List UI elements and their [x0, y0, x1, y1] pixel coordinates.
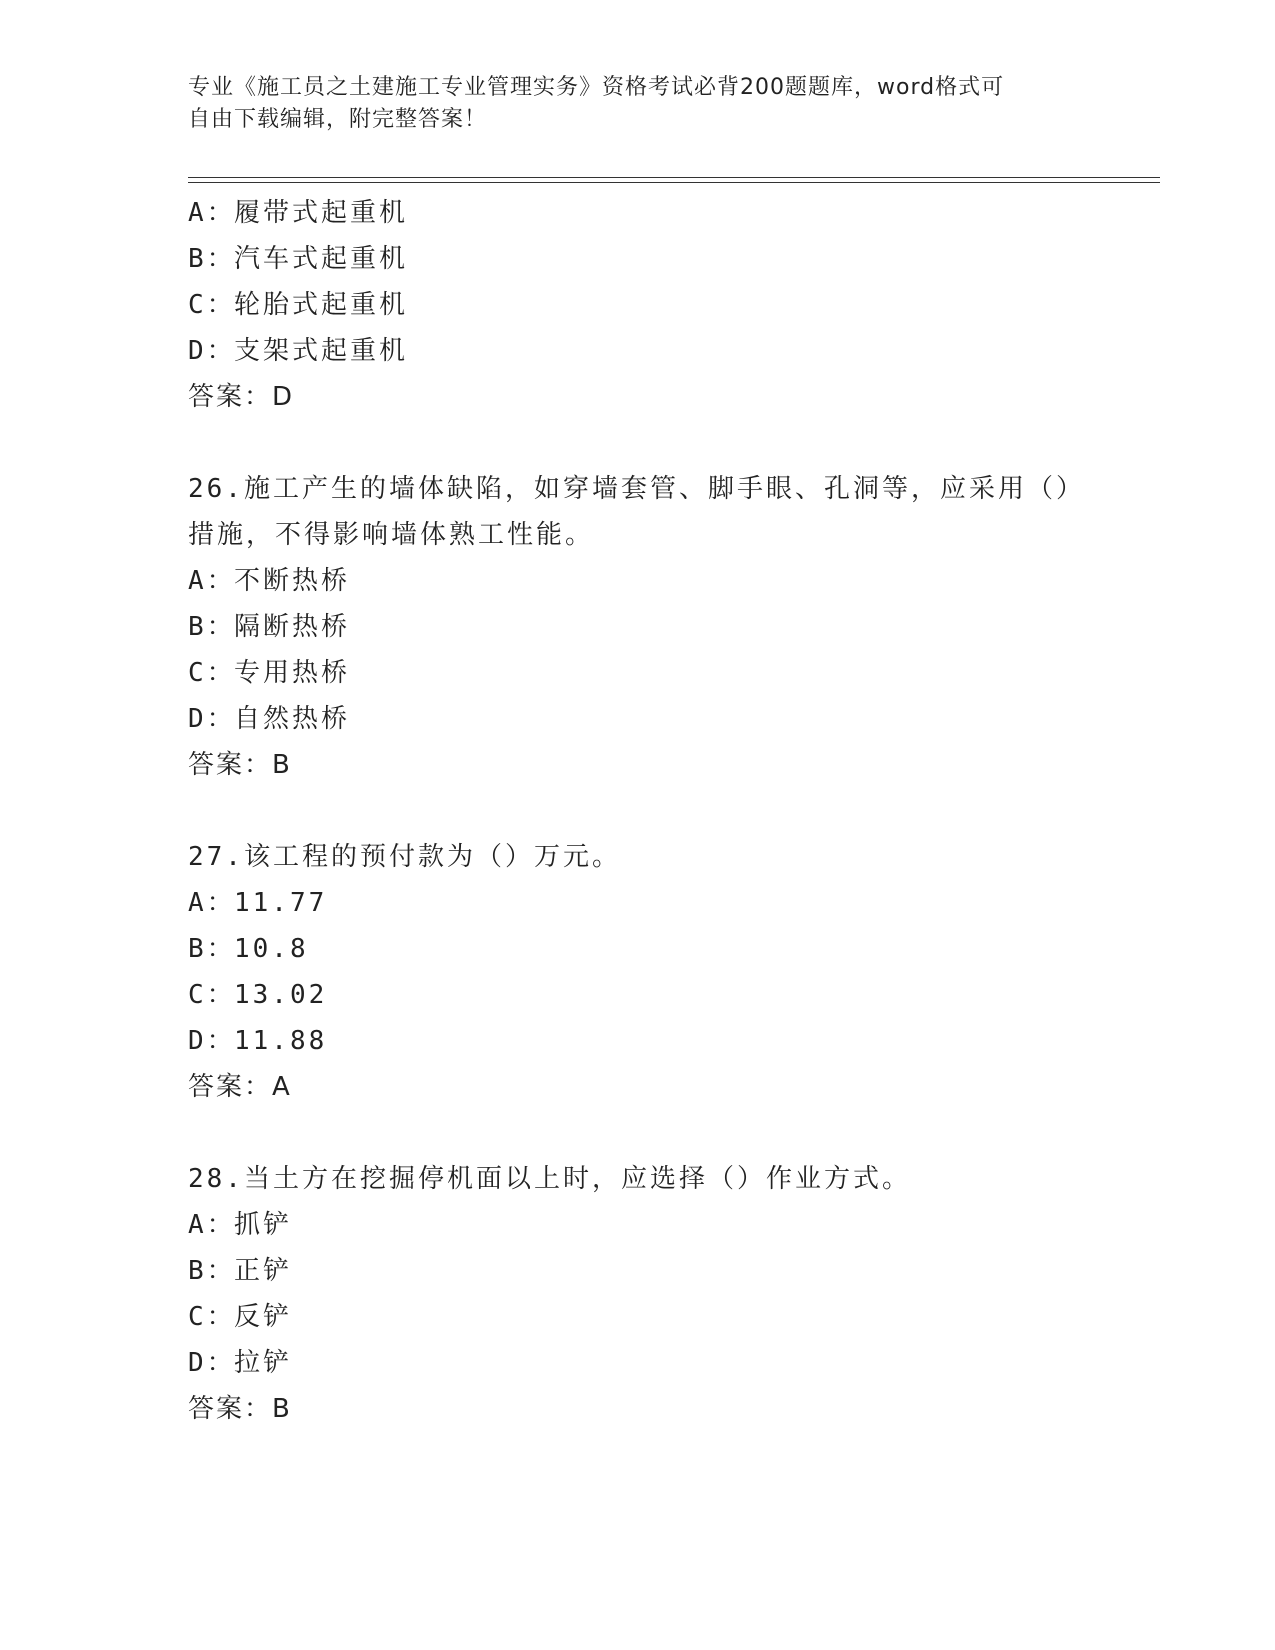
answer-line: 答案：B	[188, 1394, 292, 1424]
question-stem-continued: 措施，不得影响墙体熟工性能。	[188, 520, 595, 550]
option-key: C：	[188, 980, 236, 1010]
option-d	[188, 1340, 1138, 1386]
option-key: D：	[188, 1026, 236, 1056]
option-text: 支架式起重机	[234, 336, 409, 366]
option-a	[188, 190, 1138, 236]
option-c	[188, 1294, 1138, 1340]
option-text: 履带式起重机	[234, 198, 409, 228]
option-key: B：	[188, 244, 236, 274]
spacer	[188, 788, 1138, 834]
option-key: B：	[188, 612, 236, 642]
option-a	[188, 558, 1138, 604]
answer-line: 答案：A	[188, 1072, 292, 1102]
option-text: 隔断热桥	[234, 612, 351, 642]
option-text: 专用热桥	[234, 658, 351, 688]
option-text: 不断热桥	[234, 566, 351, 596]
option-key: C：	[188, 1302, 236, 1332]
option-c	[188, 650, 1138, 696]
option-text: 反铲	[234, 1302, 293, 1332]
header-title-line-2: 自由下载编辑，附完整答案！	[188, 107, 488, 132]
question-28	[188, 1156, 1138, 1432]
option-d	[188, 696, 1138, 742]
answer-line: 答案：B	[188, 750, 292, 780]
option-a	[188, 1202, 1138, 1248]
option-key: C：	[188, 658, 236, 688]
option-key: A：	[188, 1210, 236, 1240]
option-key: B：	[188, 934, 236, 964]
option-b	[188, 236, 1138, 282]
option-d	[188, 1018, 1138, 1064]
spacer	[188, 1110, 1138, 1156]
option-text: 汽车式起重机	[234, 244, 409, 274]
option-key: D：	[188, 1348, 236, 1378]
option-text: 13.02	[234, 980, 328, 1010]
option-d	[188, 328, 1138, 374]
question-stem: 27.该工程的预付款为（）万元。	[188, 842, 621, 872]
header-divider	[188, 177, 1160, 183]
question-stem: 28.当土方在挖掘停机面以上时，应选择（）作业方式。	[188, 1164, 911, 1194]
option-b	[188, 1248, 1138, 1294]
option-b	[188, 926, 1138, 972]
option-key: D：	[188, 704, 236, 734]
header-title-line-1: 专业《施工员之土建施工专业管理实务》资格考试必背200题题库，word格式可	[188, 75, 1005, 100]
option-key: C：	[188, 290, 236, 320]
option-a	[188, 880, 1138, 926]
option-text: 正铲	[234, 1256, 293, 1286]
question-stem: 26.施工产生的墙体缺陷，如穿墙套管、脚手眼、孔洞等，应采用（）	[188, 474, 1085, 504]
option-c	[188, 282, 1138, 328]
question-26	[188, 466, 1138, 788]
option-text: 10.8	[234, 934, 309, 964]
option-text: 11.77	[234, 888, 328, 918]
option-text: 11.88	[234, 1026, 328, 1056]
option-key: A：	[188, 566, 236, 596]
question-list	[188, 190, 1138, 1432]
option-text: 抓铲	[234, 1210, 293, 1240]
document-header	[188, 72, 1068, 136]
option-key: A：	[188, 888, 236, 918]
option-text: 轮胎式起重机	[234, 290, 409, 320]
option-key: D：	[188, 336, 236, 366]
spacer	[188, 420, 1138, 466]
answer-line: 答案：D	[188, 382, 295, 412]
option-text: 拉铲	[234, 1348, 293, 1378]
option-text: 自然热桥	[234, 704, 351, 734]
option-key: A：	[188, 198, 236, 228]
question-25	[188, 190, 1138, 420]
question-27	[188, 834, 1138, 1110]
option-key: B：	[188, 1256, 236, 1286]
option-b	[188, 604, 1138, 650]
option-c	[188, 972, 1138, 1018]
